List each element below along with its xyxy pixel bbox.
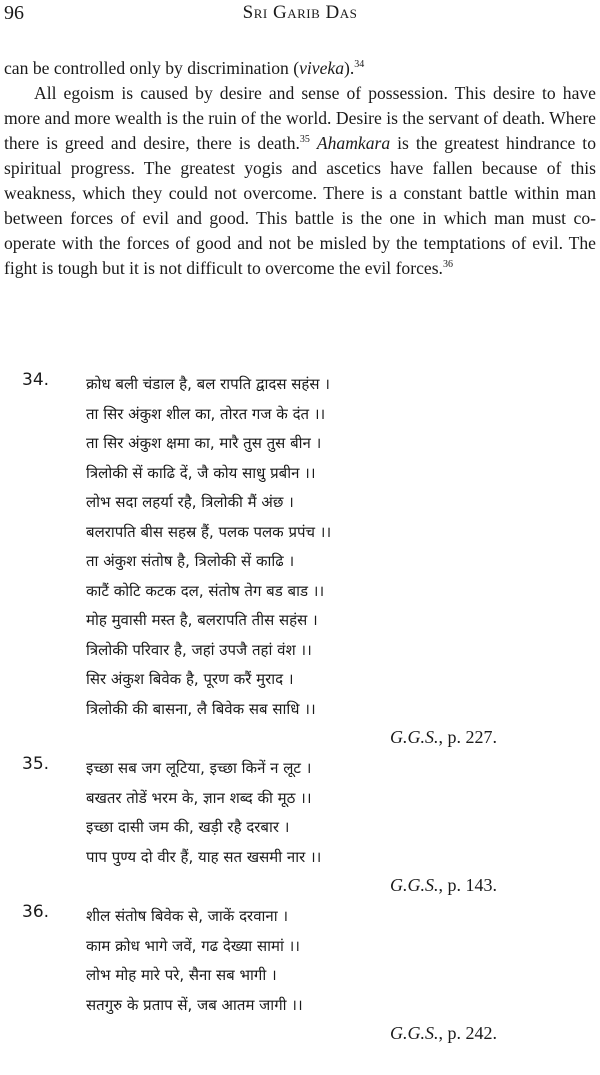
verse-line: काटैं कोटि कटक दल, संतोष तेग बड बाड ।। <box>86 581 325 600</box>
page-header <box>4 2 596 32</box>
verse-line: लोभ सदा लहर्या रहै, त्रिलोकी मैं अंछ । <box>86 493 294 511</box>
verse-line: बलरापति बीस सहस्र हैं, पलक पलक प्रपंच ।। <box>86 522 332 541</box>
verse-line: ता सिर अंकुश क्षमा का, मारै तुस तुस बीन । <box>86 434 322 452</box>
prose-line-1: can be controlled only by discrimination (viveka).$^{34}$ <box>4 58 365 78</box>
verse-line: इच्छा दासी जम की, खड़ी रहै दरबार । <box>86 818 290 836</box>
verse-line: इच्छा सब जग लूटिया, इच्छा किनें न लूट । <box>86 759 312 777</box>
note-number: 35. <box>22 754 50 774</box>
notes-section <box>22 370 577 1046</box>
note-number: 34. <box>22 370 50 390</box>
page-number: 96 <box>4 2 24 24</box>
prose-paragraph-2: All egoism is caused by desire and sense of possession. This desire to have more and more wealth is the ruin of the world. Desire is the servant of death. Where there is greed and desire, there is death.$^{35}$ Ahamkara is the greatest hindrance to spiritual progress. The greatest yogis and ascetics have fallen because of this weakness, which they could not overcome. There is a constant battle within man between forces of evil and good. This battle is the one in which man must co-operate with the forces of good and not be misled by the temptations of evil. The fight is tough but it is not difficult to overcome the evil forces.$^{36}$ <box>4 83 596 278</box>
note-34 <box>22 370 577 750</box>
footnote-ref-36: 36 <box>442 259 453 270</box>
verse-line: क्रोध बली चंडाल है, बल रापति द्वादस सहंस । <box>86 375 330 393</box>
prose-text <box>4 56 596 281</box>
note-35 <box>22 754 577 898</box>
verse-line: लोभ मोह मारे परे, सैना सब भागी । <box>86 966 277 984</box>
citation: G.G.S., p. 227. <box>390 727 497 747</box>
note-36 <box>22 902 577 1046</box>
footnote-ref-34: 34 <box>354 59 365 70</box>
verse-line: पाप पुण्य दो वीर हैं, याह सत खसमी नार ।। <box>86 847 322 866</box>
verse-line: शील संतोष बिवेक से, जाकें दरवाना । <box>86 907 289 925</box>
verse-line: सतगुरु के प्रताप सें, जब आतम जागी ।। <box>86 995 303 1014</box>
note-number: 36. <box>22 902 50 922</box>
verse-line: ता सिर अंकुश शील का, तोरत गज के दंत ।। <box>86 404 326 423</box>
citation: G.G.S., p. 242. <box>390 1023 497 1043</box>
verse-line: त्रिलोकी सें काढि दें, जै कोय साधु प्रबीन ।। <box>86 463 316 482</box>
verse-line: बखतर तोडें भरम के, ज्ञान शब्द की मूठ ।। <box>86 788 312 807</box>
running-head: Sri Garib Das <box>242 2 358 23</box>
citation: G.G.S., p. 143. <box>390 875 497 895</box>
footnote-ref-35: 35 <box>299 134 310 145</box>
verse-line: ता अंकुश संतोष है, त्रिलोकी सें काढि । <box>86 552 295 570</box>
verse-line: काम क्रोध भागे जवें, गढ देख्या सामां ।। <box>86 936 300 955</box>
verse-line: सिर अंकुश बिवेक है, पूरण करैं मुराद । <box>86 670 294 688</box>
verse-line: त्रिलोकी की बासना, लै बिवेक सब साधि ।। <box>86 699 316 718</box>
verse-line: त्रिलोकी परिवार है, जहां उपजै तहां वंश ।। <box>86 640 312 659</box>
verse-line: मोह मुवासी मस्त है, बलरापति तीस सहंस । <box>86 611 318 629</box>
